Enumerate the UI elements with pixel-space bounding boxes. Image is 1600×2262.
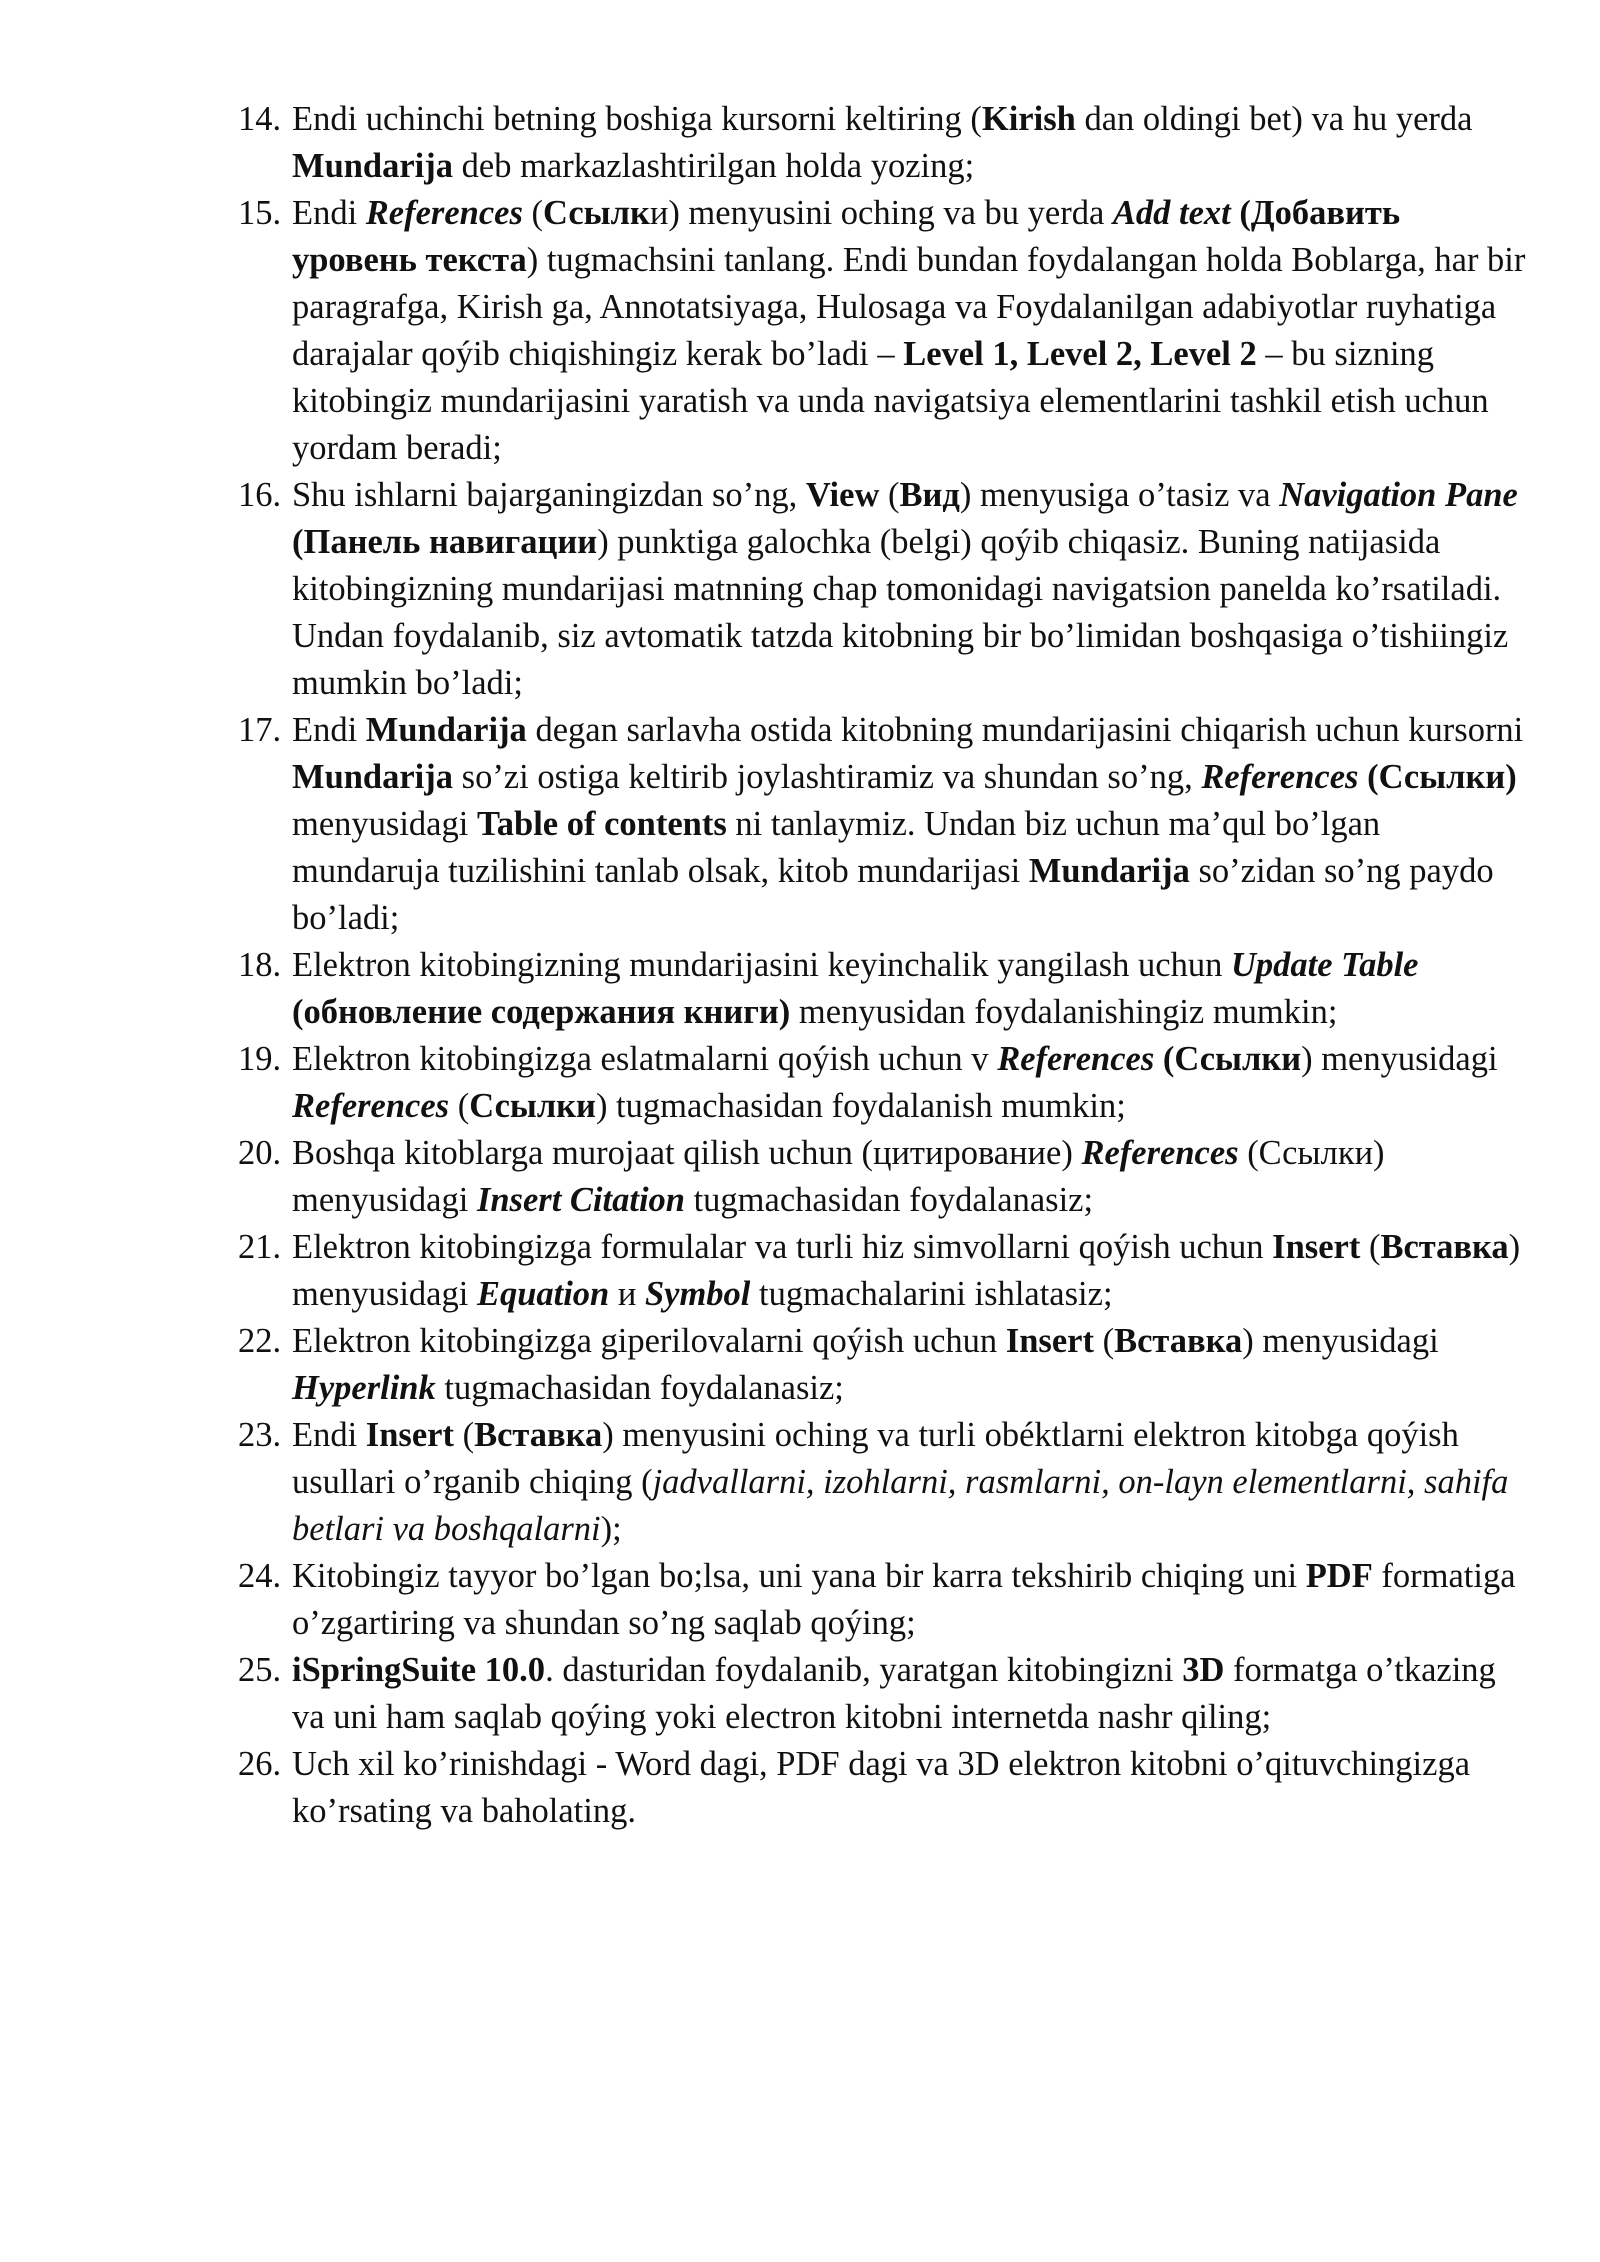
list-item-number: 15. — [238, 194, 282, 232]
bold-italic-term: References — [365, 194, 523, 232]
bold-term: Insert — [365, 1416, 454, 1454]
bold-term: View — [805, 476, 880, 514]
text-run: Kitobingiz tayyor bo’lgan bo;lsa, uni yana bir karra tekshirib chiqing uni — [292, 1557, 1306, 1595]
text-run: ) menyusidagi — [1301, 1040, 1498, 1078]
bold-term: Mundarija — [365, 711, 527, 749]
text-run: Endi uchinchi betning boshiga kursorni keltiring ( — [292, 100, 982, 138]
bold-term: Вставка — [474, 1416, 603, 1454]
list-item — [238, 1224, 1528, 1318]
bold-term: Level 1, Level 2, Level 2 — [903, 335, 1257, 373]
bold-term: Вставка — [1380, 1228, 1509, 1266]
text-run: Endi — [292, 711, 366, 749]
list-item-text — [292, 1553, 1528, 1647]
list-item-number: 17. — [238, 711, 282, 749]
bold-italic-term: Update Table — [1230, 946, 1419, 984]
list-item-text — [292, 1318, 1528, 1412]
text-run: Elektron kitobingizning mundarijasini keyinchalik yangilash uchun — [292, 946, 1231, 984]
list-item-number: 26. — [238, 1745, 282, 1783]
bold-term: PDF — [1305, 1557, 1373, 1595]
text-run: deb markazlashtirilgan holda yozing; — [453, 147, 975, 185]
list-item-text — [292, 1647, 1528, 1741]
list-item-number: 25. — [238, 1651, 282, 1689]
list-item-number: 16. — [238, 476, 282, 514]
text-run: Uch xil ko’rinishdagi - Word dagi, PDF dagi va 3D elektron kitobni o’qituvchingizga ko’rsating va baholating. — [292, 1745, 1471, 1830]
bold-italic-term: Hyperlink — [292, 1369, 436, 1407]
list-item — [238, 1553, 1528, 1647]
text-run: ) tugmachasidan foydalanish mumkin; — [595, 1087, 1126, 1125]
bold-term: iSpringSuite 10.0 — [292, 1651, 546, 1689]
bold-term: (обновление содержания книги) — [292, 993, 791, 1031]
list-item — [238, 1647, 1528, 1741]
text-run: ) tugmachsini tanlang. Endi bundan foydalangan holda Boblarga, har bir paragrafga, Kirish ga, Annotatsiyaga, Hulosaga va Foydalanilgan adabiyotlar ruyhatiga darajalar qoýib chiqishingiz kerak bo’ladi – — [292, 241, 1526, 373]
bold-term: (Добавить уровень текста — [292, 194, 1401, 279]
list-item — [238, 1741, 1528, 1835]
list-item-number: 21. — [238, 1228, 282, 1266]
text-run: Elektron kitobingizga eslatmalarni qoýish uchun v — [292, 1040, 998, 1078]
text-run: Shu ishlarni bajarganingizdan so’ng, — [292, 476, 806, 514]
text-run: tugmachasidan foydalanasiz; — [435, 1369, 844, 1407]
text-run: Elektron kitobingizga giperilovalarni qoýish uchun — [292, 1322, 1006, 1360]
list-item-text — [292, 96, 1528, 190]
list-item-number: 24. — [238, 1557, 282, 1595]
bold-term: Mundarija — [1028, 852, 1190, 890]
bold-italic-term: References — [1201, 758, 1359, 796]
bold-term: (Ссылки) — [1358, 758, 1517, 796]
text-run: ( — [879, 476, 900, 514]
list-item-text — [292, 1741, 1528, 1835]
text-run: ); — [600, 1510, 622, 1548]
list-item — [238, 472, 1528, 707]
bold-term: Insert — [1005, 1322, 1094, 1360]
list-item — [238, 1036, 1528, 1130]
text-run: Boshqa kitoblarga murojaat qilish uchun (цитирование) — [292, 1134, 1082, 1172]
text-run: ) punktiga galochka (belgi) qoýib chiqasiz. Buning natijasida kitobingizning mundarijasi matnning chap tomonidagi navigatsion panelda ko’rsatiladi. Undan foydalanib, siz avtomatik tatzda kitobning bir bo’limidan boshqasiga o’tishiingiz mumkin bo’ladi; — [292, 523, 1509, 702]
bold-italic-term: Add text — [1112, 194, 1231, 232]
bold-term: Kirish — [981, 100, 1076, 138]
text-run: ( — [453, 1416, 475, 1454]
bold-italic-term: Symbol — [644, 1275, 751, 1313]
text-run: so’zi ostiga keltirib joylashtiramiz va shundan so’ng, — [453, 758, 1202, 796]
list-item — [238, 1130, 1528, 1224]
bold-term: Ссылки — [469, 1087, 596, 1125]
text-run: Endi — [292, 194, 366, 232]
list-item-number: 19. — [238, 1040, 282, 1078]
list-item-number: 18. — [238, 946, 282, 984]
bold-term: Insert — [1272, 1228, 1361, 1266]
text-run: Endi — [292, 1416, 366, 1454]
text-run: и) menyusini oching va bu yerda — [649, 194, 1113, 232]
text-run: degan sarlavha ostida kitobning mundarijasini chiqarish uchun kursorni — [526, 711, 1524, 749]
text-run: ( — [1360, 1228, 1381, 1266]
list-item-text — [292, 1224, 1528, 1318]
text-run: so’zidan so’ng paydo bo’ladi; — [292, 852, 1494, 937]
list-item-number: 22. — [238, 1322, 282, 1360]
list-item-text — [292, 942, 1528, 1036]
bold-italic-term: References — [997, 1040, 1155, 1078]
list-item-number: 14. — [238, 100, 282, 138]
text-run: dan oldingi bet) va hu yerda — [1075, 100, 1473, 138]
list-item-text — [292, 472, 1528, 707]
text-run: formatiga o’zgartiring va shundan so’ng saqlab qoýing; — [292, 1557, 1516, 1642]
text-run: menyusidagi — [292, 805, 477, 843]
list-item-text — [292, 1036, 1528, 1130]
text-run: и — [609, 1275, 645, 1313]
list-item-text — [292, 1130, 1528, 1224]
bold-term: Mundarija — [292, 758, 454, 796]
text-run: ( — [522, 194, 544, 232]
bold-term: (Ссылки — [1154, 1040, 1302, 1078]
list-item-number: 20. — [238, 1134, 282, 1172]
text-run: ) menyusiga o’tasiz va — [959, 476, 1280, 514]
text-run: ) menyusidagi — [292, 1228, 1521, 1313]
bold-term: Вставка — [1114, 1322, 1243, 1360]
instruction-list — [238, 96, 1528, 1835]
bold-term: Table of contents — [476, 805, 727, 843]
list-item-number: 23. — [238, 1416, 282, 1454]
text-run: . dasturidan foydalanib, yaratgan kitobingizni — [545, 1651, 1183, 1689]
text-run: tugmachalarini ishlatasiz; — [750, 1275, 1113, 1313]
text-run: tugmachasidan foydalanasiz; — [684, 1181, 1094, 1219]
bold-italic-term: Equation — [476, 1275, 610, 1313]
list-item — [238, 96, 1528, 190]
list-item — [238, 1412, 1528, 1553]
list-item-text — [292, 190, 1528, 472]
text-run: ) menyusini oching va turli obéktlarni elektron kitobga qoýish usullari o’rganib chiqing ( — [292, 1416, 1459, 1501]
bold-term: Вид — [899, 476, 960, 514]
bold-italic-term: References — [292, 1087, 450, 1125]
list-item — [238, 190, 1528, 472]
text-run: ( — [1093, 1322, 1115, 1360]
list-item — [238, 942, 1528, 1036]
text-run: (Ссылки) menyusidagi — [292, 1134, 1385, 1219]
text-run: formatga o’tkazing va uni ham saqlab qoýing yoki electron kitobni internetda nashr qiling; — [292, 1651, 1496, 1736]
list-item-text — [292, 707, 1528, 942]
text-run: ) menyusidagi — [1242, 1322, 1439, 1360]
bold-term: 3D — [1182, 1651, 1225, 1689]
list-item — [238, 707, 1528, 942]
bold-italic-term: References — [1081, 1134, 1239, 1172]
bold-term: Ссылк — [543, 194, 650, 232]
list-item — [238, 1318, 1528, 1412]
bold-term: (Панель навигации — [292, 523, 598, 561]
text-run: ( — [449, 1087, 470, 1125]
bold-italic-term: Insert Citation — [476, 1181, 685, 1219]
text-run: – bu sizning kitobingiz mundarijasini yaratish va unda navigatsiya elementlarini tashkil etish uchun yordam beradi; — [292, 335, 1489, 467]
list-item-text — [292, 1412, 1528, 1553]
bold-term: Mundarija — [292, 147, 454, 185]
italic-text: jadvallarni, izohlarni, rasmlarni, on-layn elementlarni, sahifa betlari va boshqalarni — [292, 1463, 1509, 1548]
text-run: menyusidan foydalanishingiz mumkin; — [790, 993, 1338, 1031]
text-run: Elektron kitobingizga formulalar va turli hiz simvollarni qoýish uchun — [292, 1228, 1273, 1266]
text-run: ni tanlaymiz. Undan biz uchun ma’qul bo’lgan mundaruja tuzilishini tanlab olsak, kitob mundarijasi — [292, 805, 1381, 890]
bold-italic-term: Navigation Pane — [1279, 476, 1518, 514]
